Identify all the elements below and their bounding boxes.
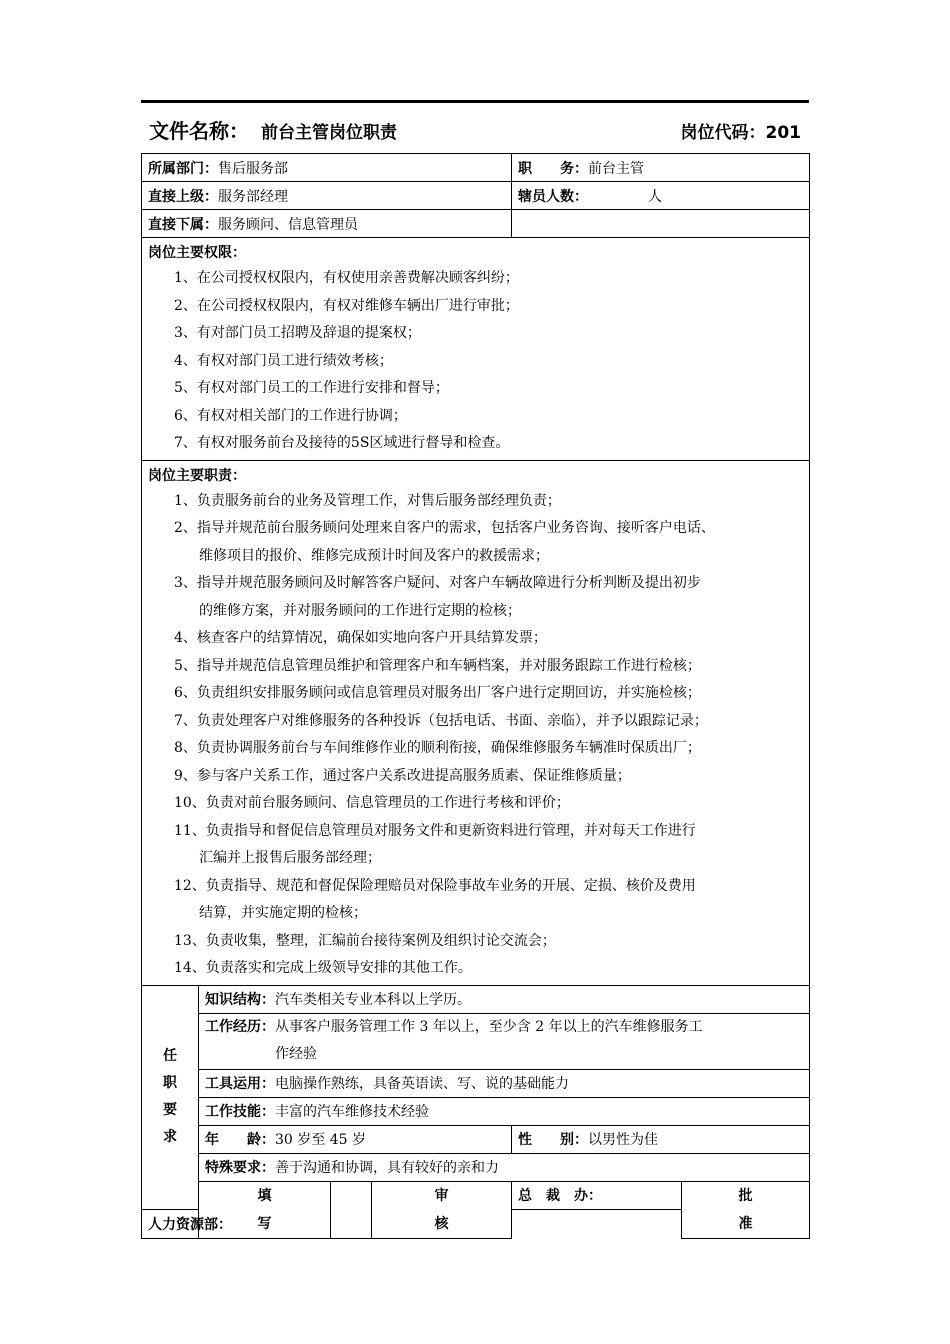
tools-cell: [199, 1069, 810, 1097]
requirements-char: 职: [163, 1075, 177, 1092]
staff-count-unit: 人: [648, 188, 662, 205]
skills-label: 工作技能：: [205, 1104, 275, 1120]
review-char: 审: [434, 1187, 449, 1204]
duty-text: 9、参与客户关系工作，通过客户关系改进提高服务质素、保证维修质量；: [174, 767, 631, 784]
authority-row: [142, 238, 810, 461]
department-cell: [142, 154, 512, 182]
age-label: 年 龄：: [205, 1132, 275, 1148]
duties-section: [142, 460, 810, 985]
duty-text: 10、负责对前台服务顾问、信息管理员的工作进行考核和评价；: [174, 795, 570, 811]
duty-text: 7、负责处理客户对维修服务的各种投诉（包括电话、书面、亲临），并予以跟踪记录；: [174, 712, 708, 729]
signoff-row-1: [142, 1181, 810, 1210]
duty-item: [148, 515, 803, 570]
knowledge-cell: [199, 985, 810, 1013]
department-value: 售后服务部: [218, 160, 288, 177]
duty-item: [148, 625, 803, 653]
gender-value: 以男性为佳: [588, 1132, 658, 1148]
skills-cell: [199, 1097, 810, 1125]
document-title: 前台主管岗位职责: [261, 123, 397, 143]
special-row: [142, 1153, 810, 1181]
duty-item: [148, 735, 803, 763]
authority-item: 3、有对部门员工招聘及辞退的提案权；: [174, 325, 421, 341]
duty-item: [148, 570, 803, 625]
duty-text-continued: 维修项目的报价、维修完成预计时间及客户的救援需求；: [199, 547, 549, 564]
duty-text-continued: 汇编并上报售后服务部经理；: [199, 850, 381, 866]
experience-label: 工作经历：: [205, 1019, 275, 1035]
duty-item: [148, 790, 803, 818]
duty-item: [148, 955, 803, 983]
duty-text: 3、指导并规范服务顾问及时解答客户疑问、对客户车辆故障进行分析判断及提出初步: [174, 575, 701, 591]
duty-text-continued: 的维修方案，并对服务顾问的工作进行定期的检核；: [199, 602, 521, 619]
duty-text: 5、指导并规范信息管理员维护和管理客户和车辆档案，并对服务跟踪工作进行检核；: [174, 657, 701, 674]
duties-row: [142, 460, 810, 985]
position-label: 职 务：: [518, 160, 588, 177]
fill-signature-cell: [331, 1181, 372, 1238]
experience-value: 从事客户服务管理工作 3 年以上，至少含 2 年以上的汽车维修服务工: [275, 1019, 703, 1035]
subordinate-row: [142, 210, 810, 238]
tools-row: [142, 1069, 810, 1097]
duty-text-continued: 结算，并实施定期的检核；: [199, 905, 367, 921]
duty-item: [148, 653, 803, 681]
requirements-char: 求: [163, 1129, 177, 1146]
duty-item: [148, 818, 803, 873]
duty-item: [148, 763, 803, 791]
subordinate-value: 服务顾问、信息管理员: [218, 216, 358, 233]
document-name-label: 文件名称：: [149, 119, 249, 143]
approve-label-cell: [682, 1181, 810, 1238]
superior-label: 直接上级：: [148, 188, 218, 205]
job-description-form: [141, 153, 810, 1239]
fill-char: 填: [257, 1187, 272, 1204]
duty-item: [148, 708, 803, 736]
authority-section: [142, 238, 810, 461]
age-cell: [199, 1125, 512, 1153]
department-row: [142, 154, 810, 182]
knowledge-row: [142, 985, 810, 1013]
post-code: 岗位代码：201: [680, 123, 801, 143]
experience-row: [142, 1013, 810, 1069]
position-cell: [512, 154, 810, 182]
approve-char: 准: [738, 1215, 753, 1232]
age-value: 30 岁至 45 岁: [275, 1132, 366, 1148]
authority-item: 2、在公司授权权限内，有权对维修车辆出厂进行审批；: [174, 297, 519, 314]
superior-value: 服务部经理: [218, 188, 288, 205]
skills-row: [142, 1097, 810, 1125]
requirements-char: 要: [163, 1102, 177, 1119]
duty-text: 11、负责指导和督促信息管理员对服务文件和更新资料进行管理，并对每天工作进行: [174, 822, 696, 839]
tools-value: 电脑操作熟练，具备英语读、写、说的基础能力: [275, 1076, 569, 1092]
document-header: [141, 100, 809, 155]
review-char: 核: [434, 1215, 449, 1232]
gender-label: 性 别：: [518, 1132, 588, 1148]
duty-text: 12、负责指导、规范和督促保险理赔员对保险事故车业务的开展、定损、核价及费用: [174, 877, 696, 894]
duty-text: 8、负责协调服务前台与车间维修作业的顺利衔接，确保维修服务车辆准时保质出厂；: [174, 740, 701, 756]
approve-char: 批: [738, 1187, 753, 1204]
special-label: 特殊要求：: [205, 1160, 275, 1176]
subordinate-label: 直接下属：: [148, 216, 218, 233]
duty-item: [148, 928, 803, 956]
president-office-cell: [512, 1181, 682, 1210]
authority-item: 1、在公司授权权限内，有权使用亲善费解决顾客纠纷；: [174, 270, 519, 286]
authority-item: 7、有权对服务前台及接待的5S区域进行督导和检查。: [174, 435, 510, 451]
duty-item: [148, 680, 803, 708]
requirements-char: 任: [163, 1048, 177, 1065]
superior-row: [142, 182, 810, 210]
special-cell: [199, 1153, 810, 1181]
knowledge-value: 汽车类相关专业本科以上学历。: [275, 992, 471, 1008]
review-label-cell: [372, 1181, 512, 1238]
president-office-label: 总 裁 办：: [518, 1188, 602, 1205]
tools-label: 工具运用：: [205, 1076, 275, 1092]
hr-label: 人力资源部：: [148, 1216, 232, 1233]
experience-value-continued: 作经验: [275, 1046, 317, 1062]
duty-text: 1、负责服务前台的业务及管理工作，对售后服务部经理负责；: [174, 492, 561, 509]
subordinate-cell: [142, 210, 512, 238]
position-value: 前台主管: [588, 160, 644, 177]
superior-cell: [142, 182, 512, 210]
experience-cell: [199, 1013, 810, 1069]
duty-text: 14、负责落实和完成上级领导安排的其他工作。: [174, 960, 472, 976]
age-gender-row: [142, 1125, 810, 1153]
duty-text: 4、核查客户的结算情况，确保如实地向客户开具结算发票；: [174, 630, 547, 646]
staff-count-label: 辖员人数：: [518, 188, 588, 205]
duty-text: 2、指导并规范前台服务顾问处理来自客户的需求，包括客户业务咨询、接听客户电话、: [174, 520, 715, 536]
duty-item: [148, 873, 803, 928]
duty-text: 13、负责收集，整理，汇编前台接待案例及组织讨论交流会；: [174, 932, 556, 949]
duty-item: [148, 488, 803, 516]
duty-text: 6、负责组织安排服务顾问或信息管理员对服务出厂客户进行定期回访，并实施检核；: [174, 685, 701, 701]
skills-value: 丰富的汽车维修技术经验: [275, 1104, 429, 1120]
knowledge-label: 知识结构：: [205, 992, 275, 1008]
hr-cell: [142, 1210, 331, 1239]
empty-cell: [512, 210, 810, 238]
authority-item: 5、有权对部门员工的工作进行安排和督导；: [174, 380, 449, 396]
requirements-side-label: [142, 985, 199, 1210]
fill-char: 写: [257, 1215, 272, 1232]
staff-count-cell: [512, 182, 810, 210]
authority-item: 6、有权对相关部门的工作进行协调；: [174, 407, 407, 424]
duties-heading: 岗位主要职责：: [148, 467, 246, 484]
department-label: 所属部门：: [148, 160, 218, 177]
authority-item: 4、有权对部门员工进行绩效考核；: [174, 352, 393, 369]
gender-cell: [512, 1125, 810, 1153]
authority-heading: 岗位主要权限：: [148, 245, 246, 261]
special-value: 善于沟通和协调，具有较好的亲和力: [275, 1160, 499, 1176]
